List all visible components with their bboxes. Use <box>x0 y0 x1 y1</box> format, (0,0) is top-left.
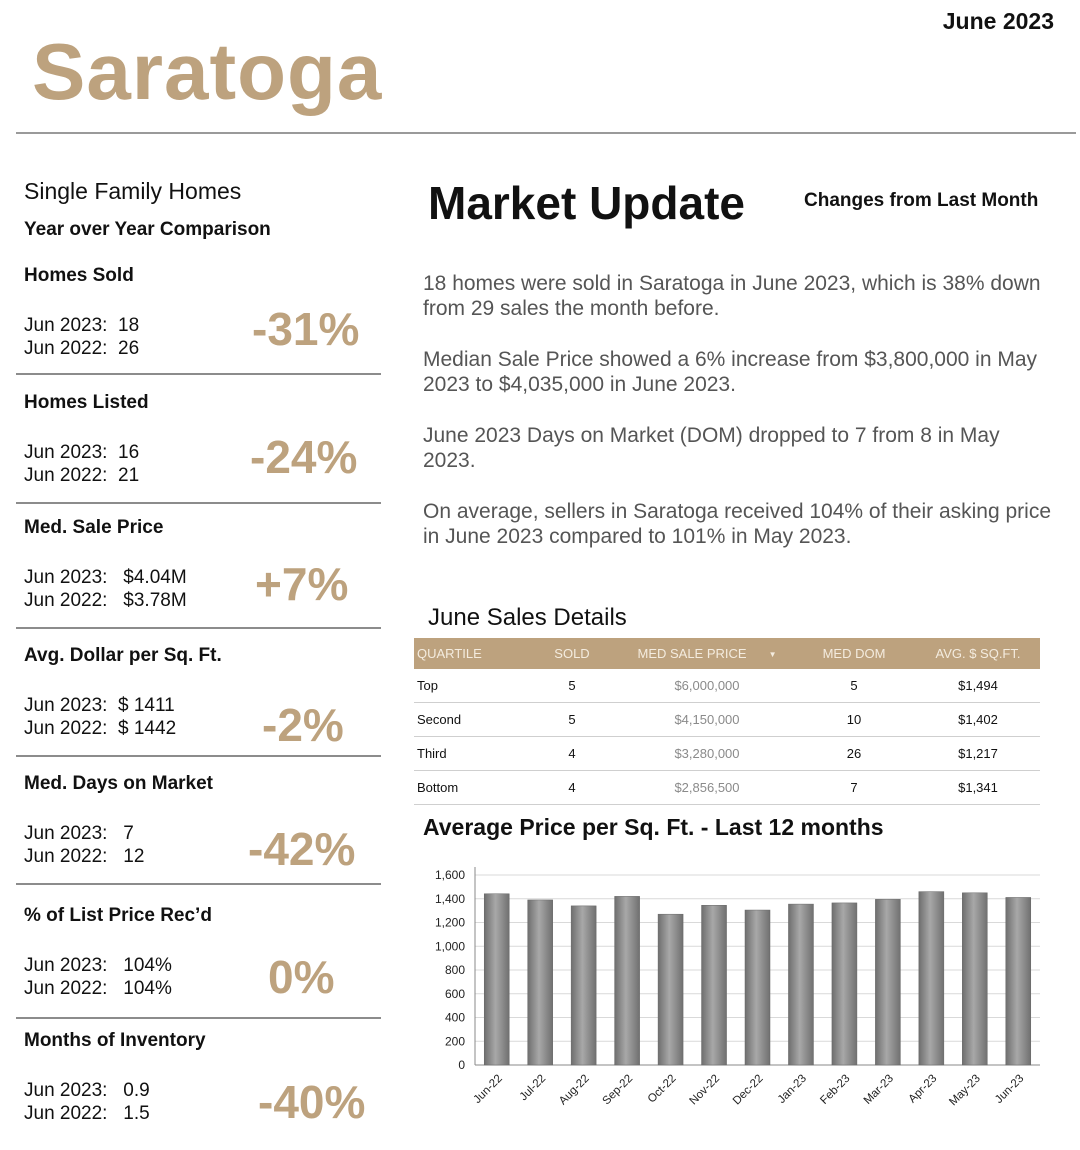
market-update-title: Market Update <box>428 177 745 229</box>
metric-prior-value: Jun 2022: 21 <box>24 465 140 486</box>
metric-divider <box>16 373 381 375</box>
sales-details-table <box>414 638 1040 805</box>
cell-sold: 5 <box>522 669 622 703</box>
metric-block <box>16 773 381 893</box>
bar <box>875 899 900 1065</box>
price-per-sqft-chart <box>420 850 1060 1140</box>
column-header-quartile[interactable]: QUARTILE <box>414 638 522 669</box>
column-header-med-sale-price[interactable] <box>622 638 792 669</box>
metric-change-percent: -42% <box>248 823 356 875</box>
metric-current-value: Jun 2023: 104% <box>24 955 172 976</box>
metric-label: Med. Days on Market <box>24 773 213 794</box>
metric-label: Avg. Dollar per Sq. Ft. <box>24 645 222 666</box>
cell-med-sale-price: $3,280,000 <box>622 737 792 771</box>
bar <box>788 904 813 1065</box>
sales-details-title: June Sales Details <box>428 604 627 631</box>
x-tick-label: Mar-23 <box>861 1072 897 1107</box>
metric-divider <box>16 883 381 885</box>
bar <box>484 894 509 1065</box>
metric-change-percent: +7% <box>255 558 349 610</box>
y-tick-label: 0 <box>458 1058 465 1072</box>
bar <box>571 906 596 1065</box>
bar <box>919 892 944 1065</box>
metric-prior-value: Jun 2022: $3.78M <box>24 590 187 611</box>
metric-change-percent: -31% <box>252 303 360 355</box>
cell-avg-sqft: $1,217 <box>916 737 1040 771</box>
metric-current-value: Jun 2023: $ 1411 <box>24 695 175 716</box>
cell-avg-sqft: $1,341 <box>916 771 1040 805</box>
metric-label: Months of Inventory <box>24 1030 206 1051</box>
cell-quartile: Second <box>414 703 522 737</box>
city-title: Saratoga <box>32 27 383 116</box>
cell-avg-sqft: $1,402 <box>916 703 1040 737</box>
y-tick-label: 1,600 <box>434 868 465 882</box>
x-tick-label: Jun-22 <box>471 1072 505 1106</box>
metric-change-percent: -24% <box>250 431 358 483</box>
metric-label: Med. Sale Price <box>24 517 164 538</box>
bar <box>1006 897 1031 1065</box>
y-tick-label: 400 <box>444 1010 465 1025</box>
cell-med-sale-price: $4,150,000 <box>622 703 792 737</box>
section-subtitle: Year over Year Comparison <box>24 219 271 240</box>
table-row <box>414 703 1040 737</box>
bar <box>702 905 727 1065</box>
x-tick-label: Jun-23 <box>993 1072 1027 1106</box>
header-divider <box>16 132 1076 134</box>
cell-sold: 5 <box>522 703 622 737</box>
metric-block <box>16 392 381 512</box>
metric-label: Homes Listed <box>24 392 149 413</box>
metric-block <box>16 905 381 1025</box>
cell-med-dom: 5 <box>792 669 916 703</box>
metric-label: Homes Sold <box>24 265 134 286</box>
cell-quartile: Third <box>414 737 522 771</box>
summary-paragraph: June 2023 Days on Market (DOM) dropped to 7 from 8 in May 2023. <box>423 424 1000 472</box>
x-tick-label: Jan-23 <box>775 1072 810 1106</box>
metric-current-value: Jun 2023: $4.04M <box>24 567 187 588</box>
cell-sold: 4 <box>522 771 622 805</box>
report-date: June 2023 <box>942 8 1054 34</box>
cell-med-dom: 7 <box>792 771 916 805</box>
y-tick-label: 800 <box>444 963 465 977</box>
x-tick-label: Dec-22 <box>730 1072 766 1108</box>
y-tick-label: 1,200 <box>434 915 465 930</box>
x-tick-label: Feb-23 <box>818 1072 853 1107</box>
column-header-med-dom[interactable]: MED DOM <box>792 638 916 669</box>
bar <box>745 910 770 1065</box>
changes-label: Changes from Last Month <box>804 190 1039 211</box>
metric-change-percent: -2% <box>262 699 344 751</box>
metric-divider <box>16 755 381 757</box>
column-header-sold[interactable]: SOLD <box>522 638 622 669</box>
metric-prior-value: Jun 2022: $ 1442 <box>24 718 177 739</box>
cell-med-dom: 26 <box>792 737 916 771</box>
metric-current-value: Jun 2023: 18 <box>24 315 140 336</box>
x-tick-label: May-23 <box>947 1072 983 1109</box>
metric-block <box>16 517 381 637</box>
bar <box>832 903 857 1065</box>
metric-divider <box>16 502 381 504</box>
y-tick-label: 1,000 <box>434 939 465 954</box>
sort-caret-icon[interactable]: ▼ <box>768 650 777 660</box>
table-row <box>414 771 1040 805</box>
metric-divider <box>16 627 381 629</box>
y-tick-label: 200 <box>444 1034 465 1049</box>
summary-paragraph: 18 homes were sold in Saratoga in June 2023, which is 38% down from 29 sales the month before. <box>423 272 1041 320</box>
metric-label: % of List Price Rec’d <box>24 905 212 926</box>
metric-current-value: Jun 2023: 0.9 <box>24 1080 150 1101</box>
metric-prior-value: Jun 2022: 26 <box>24 338 140 359</box>
metric-change-percent: -40% <box>258 1076 366 1128</box>
y-tick-label: 1,400 <box>434 891 465 906</box>
x-tick-label: Oct-22 <box>645 1072 679 1106</box>
x-tick-label: Jul-22 <box>517 1072 549 1104</box>
section-title: Single Family Homes <box>24 178 242 204</box>
table-row <box>414 669 1040 703</box>
x-tick-label: Apr-23 <box>906 1072 940 1106</box>
metric-prior-value: Jun 2022: 1.5 <box>24 1103 150 1124</box>
column-header-avg-sqft[interactable]: AVG. $ SQ.FT. <box>916 638 1040 669</box>
table-row <box>414 737 1040 771</box>
cell-sold: 4 <box>522 737 622 771</box>
metric-prior-value: Jun 2022: 12 <box>24 846 145 867</box>
x-tick-label: Sep-22 <box>600 1072 636 1108</box>
summary-paragraph: Median Sale Price showed a 6% increase from $3,800,000 in May 2023 to $4,035,000 in June 2023. <box>423 348 1038 396</box>
cell-med-sale-price: $6,000,000 <box>622 669 792 703</box>
bar <box>615 896 640 1065</box>
metric-change-percent: 0% <box>268 951 335 1003</box>
chart-title: Average Price per Sq. Ft. - Last 12 months <box>423 814 884 840</box>
cell-quartile: Bottom <box>414 771 522 805</box>
bar <box>658 914 683 1065</box>
cell-quartile: Top <box>414 669 522 703</box>
column-header-label: MED SALE PRICE <box>637 646 747 661</box>
metric-prior-value: Jun 2022: 104% <box>24 978 172 999</box>
metric-block <box>16 645 381 765</box>
summary-paragraph: On average, sellers in Saratoga received 104% of their asking price in June 2023 compared to 101% in May 2023. <box>423 500 1052 548</box>
table-header-row <box>414 638 1040 669</box>
metric-block <box>16 1030 381 1150</box>
x-tick-label: Aug-22 <box>557 1072 592 1108</box>
y-tick-label: 600 <box>444 986 465 1001</box>
cell-med-sale-price: $2,856,500 <box>622 771 792 805</box>
x-tick-label: Nov-22 <box>687 1072 723 1108</box>
cell-avg-sqft: $1,494 <box>916 669 1040 703</box>
metric-current-value: Jun 2023: 16 <box>24 442 140 463</box>
metric-block <box>16 265 381 385</box>
metric-current-value: Jun 2023: 7 <box>24 823 134 844</box>
cell-med-dom: 10 <box>792 703 916 737</box>
bar <box>528 900 553 1065</box>
metric-divider <box>16 1017 381 1019</box>
bar <box>962 893 987 1065</box>
